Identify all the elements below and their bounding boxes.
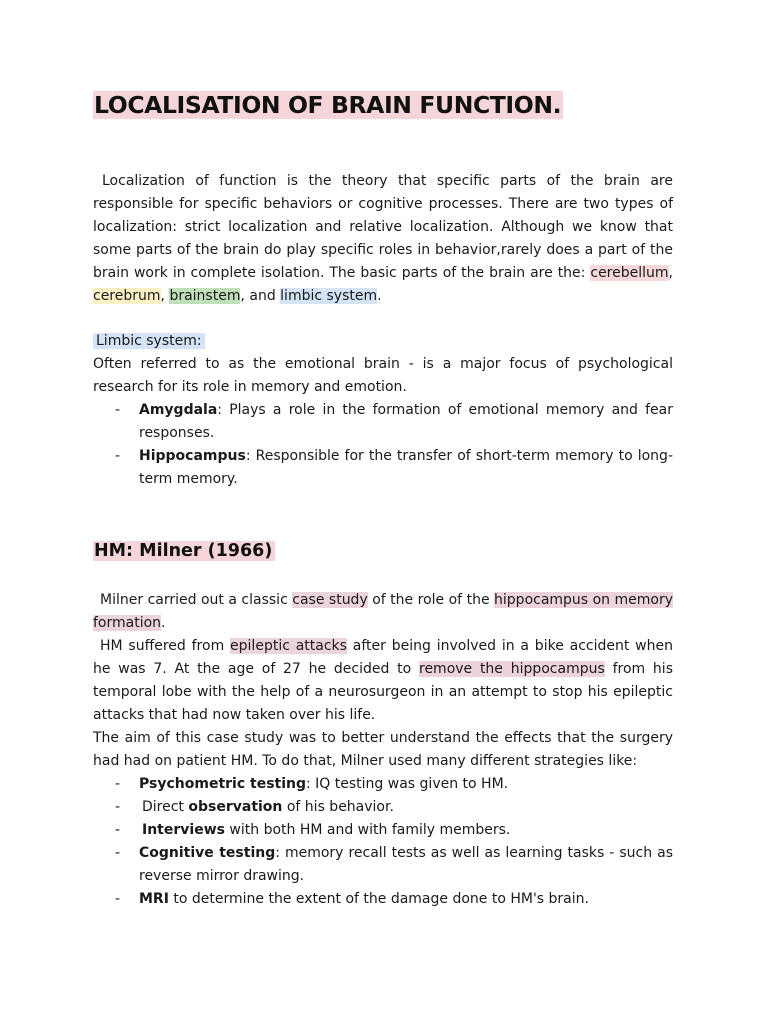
section-heading-text: HM: Milner (1966) — [93, 541, 275, 561]
page-title-text: LOCALISATION OF BRAIN FUNCTION. — [94, 91, 562, 119]
list-item-desc: : Responsible for the transfer of short-term memory to long-term memory. — [139, 448, 673, 487]
list-item: - MRI to determine the extent of the damage done to HM's brain. — [93, 888, 673, 911]
highlight-limbic-system: limbic system — [280, 288, 378, 304]
list-item — [93, 445, 673, 491]
highlight-brainstem: brainstem — [169, 288, 241, 304]
highlight-cerebellum: cerebellum — [590, 265, 669, 281]
list-item-term: MRI — [139, 891, 169, 907]
section-heading — [93, 537, 275, 565]
list-item-term: Psychometric testing — [139, 776, 307, 792]
list-item-term: Amygdala — [139, 402, 218, 418]
list-item: - Cognitive testing: memory recall tests as well as learning tasks - such as reverse mirror drawing. — [93, 842, 673, 888]
intro-text: Localization of function is the theory that specific parts of the brain are responsible for specific behaviors or cognitive processes. There are two types of localization: strict localization and relative localization. Although we know that some parts of the brain do play specific roles in behavior,rarely does a part of the brain work in complete isolation. The basic parts of the brain are the: — [93, 173, 673, 281]
page-title — [93, 88, 563, 122]
list-item-term: observation — [188, 799, 283, 815]
highlight-hippocampus-memory: hippocampus on memory formation — [93, 592, 673, 631]
limbic-list — [93, 399, 673, 491]
highlight-case-study: case study — [292, 592, 368, 608]
list-item — [93, 399, 673, 445]
list-item-desc: : Plays a role in the formation of emotional memory and fear responses. — [139, 402, 673, 441]
highlight-cerebrum: cerebrum — [93, 288, 161, 304]
highlight-epileptic-attacks: epileptic attacks — [230, 638, 347, 654]
hm-paragraph-1: Milner carried out a classic case study of the role of the hippocampus on memory formation. — [93, 592, 673, 631]
intro-paragraph: Localization of function is the theory that specific parts of the brain are responsible for specific behaviors or cognitive processes. There are two types of localization: strict localization and relative localization. Although we know that some parts of the brain do play specific roles in behavior,rarely does a part of the brain work in complete isolation. The basic parts of the brain are the: cerebellum, cerebrum, brainstem, and limbic system. — [93, 173, 673, 304]
hm-paragraph-3: The aim of this case study was to better understand the effects that the surgery had had on patient HM. To do that, Milner used many different strategies like: — [93, 730, 673, 769]
hm-section — [93, 589, 673, 911]
list-item-term: Interviews — [142, 822, 225, 838]
list-item: - Interviews with both HM and with family members. — [93, 819, 673, 842]
limbic-system-label: Limbic system: — [93, 333, 205, 349]
hm-paragraph-2: HM suffered from epileptic attacks after being involved in a bike accident when he was 7. At the age of 27 he decided to remove the hippocampus from his temporal lobe with the help of a neurosurgeon in an attempt to stop his epileptic attacks that had now taken over his life. — [93, 638, 673, 723]
highlight-remove-hippocampus: remove the hippocampus — [419, 661, 605, 677]
list-item: - Psychometric testing: IQ testing was given to HM. — [93, 773, 673, 796]
list-item-term: Hippocampus — [139, 448, 246, 464]
limbic-description: Often referred to as the emotional brain - is a major focus of psychological research for its role in memory and emotion. — [93, 356, 673, 395]
list-item: - Direct observation of his behavior. — [93, 796, 673, 819]
list-item-term: Cognitive testing — [139, 845, 276, 861]
strategies-list — [93, 773, 673, 911]
limbic-section — [93, 330, 673, 491]
